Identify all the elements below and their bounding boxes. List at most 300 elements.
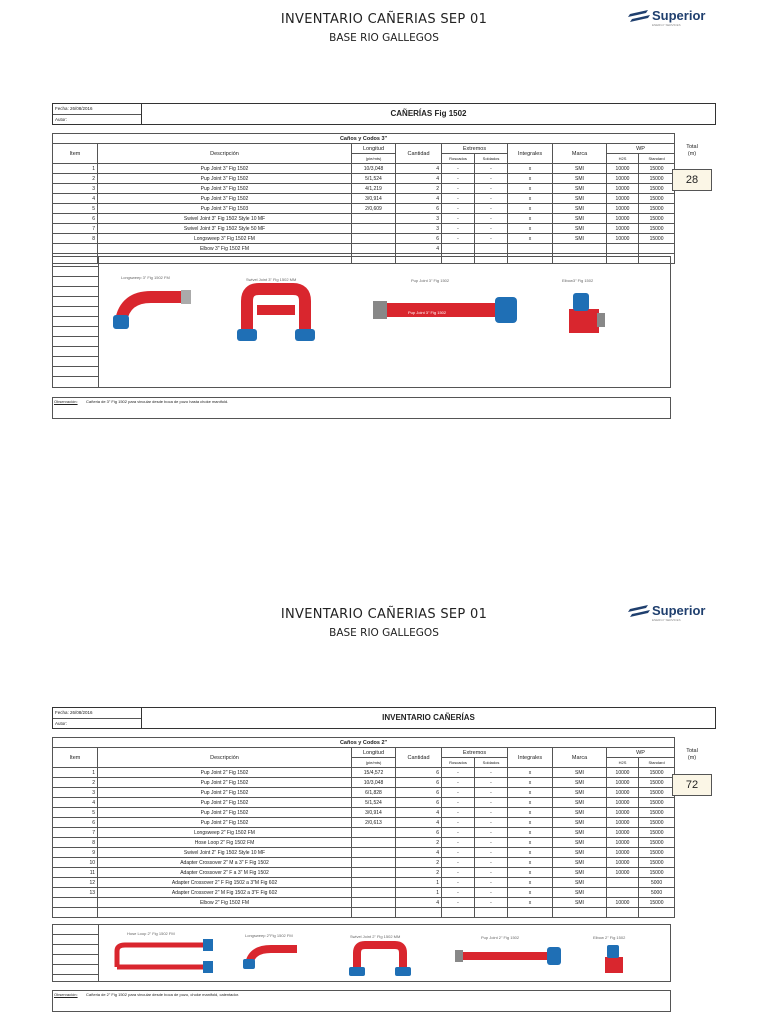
cell-item: 2	[53, 174, 98, 184]
table-row	[53, 898, 715, 908]
cell-desc: Adapter Crossover 2" F Fig 1502 a 3"M Fig 602	[98, 878, 352, 888]
cell-std: 15000	[639, 868, 675, 878]
cell-item	[53, 898, 98, 908]
cell-item	[53, 244, 98, 254]
cell-cant: 2	[396, 868, 442, 878]
observation-box	[52, 990, 671, 1012]
cell-item: 1	[53, 164, 98, 174]
pup-joint-image	[373, 293, 523, 327]
cell-desc: Longsweep 3" Fig 1502 FM	[98, 234, 352, 244]
cell-desc: Pup Joint 3" Fig 1502	[98, 194, 352, 204]
col-h2s: H2S	[607, 154, 639, 164]
cell-ros: -	[442, 898, 475, 908]
cell-sol: -	[475, 858, 508, 868]
inventory-table	[52, 737, 715, 918]
inventory-table	[52, 133, 715, 264]
cell-marca: SMI	[553, 838, 607, 848]
cell-desc: Adapter Crossover 2" F a 3" M Fig 1502	[98, 868, 352, 878]
photo-panel	[52, 256, 671, 388]
cell-marca: SMI	[553, 234, 607, 244]
col-h2s: H2S	[607, 758, 639, 768]
cell-cant: 3	[396, 224, 442, 234]
swivel-joint-image	[345, 941, 415, 977]
cell-sol: -	[475, 838, 508, 848]
cell-cant: 6	[396, 798, 442, 808]
cell-std: 15000	[639, 164, 675, 174]
cell-item: 7	[53, 828, 98, 838]
cell-h2s: 10000	[607, 858, 639, 868]
fecha-label: Fecha: 26/08/2016	[53, 708, 141, 719]
cell-h2s: 10000	[607, 204, 639, 214]
cell-marca: SMI	[553, 778, 607, 788]
cell-item: 12	[53, 878, 98, 888]
cell-int: x	[508, 888, 553, 898]
cell-cant: 6	[396, 204, 442, 214]
total-header	[673, 144, 711, 158]
cell-cant: 4	[396, 244, 442, 254]
table-row	[53, 788, 715, 798]
cell-cant: 4	[396, 818, 442, 828]
cell-sol: -	[475, 888, 508, 898]
sheet-subtitle: BASE RIO GALLEGOS	[329, 32, 439, 44]
cell-h2s: 10000	[607, 898, 639, 908]
cell-h2s: 10000	[607, 848, 639, 858]
cell-ros: -	[442, 868, 475, 878]
cell-item: 13	[53, 888, 98, 898]
cell-std: 15000	[639, 798, 675, 808]
cell-long: 5/1,524	[352, 174, 396, 184]
fecha-label: Fecha: 26/08/2016	[53, 104, 141, 115]
cell-long: 15/4,572	[352, 768, 396, 778]
cell-int: x	[508, 164, 553, 174]
cell-int: x	[508, 778, 553, 788]
cell-cant: 2	[396, 838, 442, 848]
total-header	[673, 748, 711, 762]
col-longitud-unit: (pie/mts)	[352, 154, 396, 164]
cell-item: 10	[53, 858, 98, 868]
cell-h2s: 10000	[607, 224, 639, 234]
col-roscados: Roscados	[442, 758, 475, 768]
cell-long: 2/0,609	[352, 204, 396, 214]
cell-std: 15000	[639, 768, 675, 778]
cell-long: 3/0,914	[352, 194, 396, 204]
cell-h2s: 10000	[607, 808, 639, 818]
brand-tagline: ENERGY SERVICES	[652, 618, 681, 622]
cell-std: 15000	[639, 778, 675, 788]
cell-cant: 6	[396, 768, 442, 778]
cell-marca: SMI	[553, 868, 607, 878]
sheet-subtitle: BASE RIO GALLEGOS	[329, 627, 439, 639]
table-row	[53, 244, 715, 254]
cell-sol: -	[475, 224, 508, 234]
table-row	[53, 184, 715, 194]
cell-desc: Pup Joint 2" Fig 1502	[98, 798, 352, 808]
cell-long	[352, 878, 396, 888]
col-item: Item	[53, 144, 98, 164]
col-longitud: Longitud	[352, 144, 396, 154]
cell-int: x	[508, 224, 553, 234]
cell-cant: 2	[396, 858, 442, 868]
table-row	[53, 808, 715, 818]
observation-text: Cañeria de 2" Fig 1502 para vincular desde boca de pozo, choke manifold, calentador.	[86, 992, 240, 997]
cell-h2s	[607, 888, 639, 898]
elbow-image	[561, 287, 607, 339]
pup-joint-label: Pup Joint 3" Fig 1502	[408, 310, 447, 315]
total-label: Total	[686, 144, 698, 150]
cell-cant: 4	[396, 808, 442, 818]
observation-text: Cañeria de 3" Fig 1502 para vincular desde boca de pozo hasta choke manifold.	[86, 399, 229, 404]
cell-sol: -	[475, 788, 508, 798]
cell-std	[639, 244, 675, 254]
cell-desc: Pup Joint 2" Fig 1502	[98, 778, 352, 788]
cell-item: 11	[53, 868, 98, 878]
cell-int: x	[508, 838, 553, 848]
col-descripcion: Descripción	[98, 748, 352, 768]
cell-cant: 4	[396, 898, 442, 908]
header-box	[52, 103, 716, 125]
col-roscados: Roscados	[442, 154, 475, 164]
cell-h2s: 10000	[607, 768, 639, 778]
cell-std: 15000	[639, 184, 675, 194]
col-integrales: Integrales	[508, 748, 553, 768]
cell-cant: 6	[396, 234, 442, 244]
cell-std: 5000	[639, 878, 675, 888]
cell-int: x	[508, 214, 553, 224]
longsweep-image	[111, 283, 195, 335]
cell-std: 15000	[639, 858, 675, 868]
cell-desc: Elbow 3" Fig 1502 FM	[98, 244, 352, 254]
table-row	[53, 234, 715, 244]
cell-long	[352, 858, 396, 868]
cell-ros: -	[442, 848, 475, 858]
cell-item: 4	[53, 798, 98, 808]
photo-caption: Pup Joint 2" Fig 1502	[481, 935, 520, 940]
total-value: 72	[672, 774, 712, 796]
total-unit: (m)	[687, 755, 697, 761]
photo-caption: Elbow3" Fig 1502	[562, 278, 594, 283]
brand-name: Superior	[652, 603, 706, 618]
cell-cant: 6	[396, 828, 442, 838]
cell-item: 9	[53, 848, 98, 858]
cell-marca	[553, 244, 607, 254]
cell-cant: 4	[396, 194, 442, 204]
cell-long	[352, 888, 396, 898]
cell-marca: SMI	[553, 204, 607, 214]
hose-loop-image	[107, 939, 217, 973]
cell-long: 5/1,524	[352, 798, 396, 808]
col-wp: WP	[607, 144, 675, 154]
cell-item: 3	[53, 788, 98, 798]
cell-item: 4	[53, 194, 98, 204]
cell-long	[352, 898, 396, 908]
header-title: INVENTARIO CAÑERÍAS	[382, 713, 475, 722]
cell-int: x	[508, 184, 553, 194]
cell-item: 8	[53, 838, 98, 848]
col-marca: Marca	[553, 748, 607, 768]
cell-std: 15000	[639, 204, 675, 214]
cell-std: 15000	[639, 234, 675, 244]
cell-ros: -	[442, 788, 475, 798]
photo-caption: Swivel Joint 2" Fig 1502 MM	[350, 934, 401, 939]
cell-marca: SMI	[553, 174, 607, 184]
cell-int	[508, 244, 553, 254]
cell-long	[352, 244, 396, 254]
brand-tagline: ENERGY SERVICES	[652, 23, 681, 27]
cell-long: 4/1,219	[352, 184, 396, 194]
cell-cant: 4	[396, 164, 442, 174]
table-row	[53, 778, 715, 788]
cell-std: 15000	[639, 224, 675, 234]
cell-marca: SMI	[553, 194, 607, 204]
cell-desc: Pup Joint 3" Fig 1502	[98, 164, 352, 174]
autor-label: Autor:	[55, 116, 68, 122]
observation-box	[52, 397, 671, 419]
cell-ros: -	[442, 214, 475, 224]
brand-logo	[628, 8, 718, 30]
cell-int: x	[508, 174, 553, 184]
cell-ros: -	[442, 224, 475, 234]
col-standard: Standard	[639, 154, 675, 164]
cell-h2s: 10000	[607, 788, 639, 798]
cell-h2s: 10000	[607, 214, 639, 224]
cell-ros: -	[442, 778, 475, 788]
cell-sol: -	[475, 848, 508, 858]
sheet-title: INVENTARIO CAÑERIAS SEP 01	[280, 607, 488, 622]
table-row	[53, 224, 715, 234]
cell-ros: -	[442, 768, 475, 778]
table-row	[53, 768, 715, 778]
cell-desc: Pup Joint 2" Fig 1502	[98, 788, 352, 798]
col-cantidad: Cantidad	[396, 748, 442, 768]
observation-label: Observación:	[54, 992, 78, 997]
cell-std: 15000	[639, 838, 675, 848]
table-row	[53, 174, 715, 184]
photo-caption: Pup Joint 3" Fig 1502	[411, 278, 450, 283]
brand-name: Superior	[652, 8, 706, 23]
cell-h2s: 10000	[607, 194, 639, 204]
cell-desc: Swivel Joint 3" Fig 1502 Style 50 MF	[98, 224, 352, 234]
cell-std: 5000	[639, 888, 675, 898]
cell-item: 1	[53, 768, 98, 778]
cell-ros: -	[442, 878, 475, 888]
cell-cant: 1	[396, 878, 442, 888]
total-value: 28	[672, 169, 712, 191]
table-row	[53, 214, 715, 224]
cell-int: x	[508, 848, 553, 858]
cell-sol: -	[475, 194, 508, 204]
cell-long: 10/3,048	[352, 778, 396, 788]
cell-int: x	[508, 204, 553, 214]
cell-marca: SMI	[553, 224, 607, 234]
cell-sol: -	[475, 164, 508, 174]
cell-int: x	[508, 768, 553, 778]
col-item: Item	[53, 748, 98, 768]
cell-h2s: 10000	[607, 174, 639, 184]
cell-ros: -	[442, 798, 475, 808]
cell-sol: -	[475, 778, 508, 788]
cell-cant: 6	[396, 788, 442, 798]
table-row	[53, 838, 715, 848]
cell-sol: -	[475, 184, 508, 194]
pup-joint-image	[455, 945, 565, 967]
photo-caption: Longsweep 3" Fig 1502 FM	[121, 275, 170, 280]
cell-long	[352, 234, 396, 244]
sheet-title: INVENTARIO CAÑERIAS SEP 01	[280, 12, 488, 27]
cell-int: x	[508, 818, 553, 828]
cell-long: 6/1,828	[352, 788, 396, 798]
cell-sol: -	[475, 878, 508, 888]
cell-long	[352, 214, 396, 224]
cell-item: 6	[53, 818, 98, 828]
cell-long	[352, 224, 396, 234]
col-extremos: Extremos	[442, 144, 508, 154]
cell-sol: -	[475, 868, 508, 878]
cell-item: 6	[53, 214, 98, 224]
cell-item: 5	[53, 808, 98, 818]
cell-marca: SMI	[553, 184, 607, 194]
cell-ros: -	[442, 194, 475, 204]
cell-int: x	[508, 898, 553, 908]
cell-item: 8	[53, 234, 98, 244]
cell-desc: Pup Joint 3" Fig 1502	[98, 184, 352, 194]
cell-ros: -	[442, 828, 475, 838]
cell-std: 15000	[639, 174, 675, 184]
elbow-image	[599, 943, 629, 977]
cell-cant: 3	[396, 214, 442, 224]
col-standard: Standard	[639, 758, 675, 768]
table-row	[53, 868, 715, 878]
header-box	[52, 707, 716, 729]
cell-cant: 4	[396, 174, 442, 184]
photo-panel	[52, 924, 671, 982]
cell-h2s: 10000	[607, 818, 639, 828]
cell-marca: SMI	[553, 848, 607, 858]
cell-item: 3	[53, 184, 98, 194]
cell-std: 15000	[639, 818, 675, 828]
cell-sol: -	[475, 898, 508, 908]
cell-sol: -	[475, 768, 508, 778]
col-soldados: Soldados	[475, 154, 508, 164]
sheet-2	[0, 595, 768, 1024]
cell-cant: 2	[396, 184, 442, 194]
cell-int: x	[508, 194, 553, 204]
cell-h2s: 10000	[607, 778, 639, 788]
swivel-joint-image	[233, 283, 319, 345]
cell-desc: Pup Joint 2" Fig 1502	[98, 768, 352, 778]
cell-ros: -	[442, 204, 475, 214]
cell-long	[352, 838, 396, 848]
cell-item: 7	[53, 224, 98, 234]
cell-sol: -	[475, 828, 508, 838]
cell-sol: -	[475, 798, 508, 808]
group-title: Caños y Codos 3"	[53, 134, 675, 144]
table-row	[53, 798, 715, 808]
cell-h2s	[607, 878, 639, 888]
photo-caption: Swivel Joint 3" Fig 1502 MM	[246, 277, 297, 282]
cell-h2s: 10000	[607, 868, 639, 878]
cell-desc: Pup Joint 3" Fig 1503	[98, 204, 352, 214]
group-title: Caños y Codos 2"	[53, 738, 675, 748]
cell-h2s: 10000	[607, 838, 639, 848]
cell-std: 15000	[639, 848, 675, 858]
total-unit: (m)	[687, 151, 697, 157]
table-row	[53, 204, 715, 214]
autor-label: Autor:	[55, 720, 68, 726]
cell-desc: Swivel Joint 2" Fig 1502 Style 10 MF	[98, 848, 352, 858]
col-marca: Marca	[553, 144, 607, 164]
cell-sol: -	[475, 808, 508, 818]
cell-long	[352, 868, 396, 878]
cell-marca: SMI	[553, 798, 607, 808]
cell-marca: SMI	[553, 818, 607, 828]
observation-label: Observación:	[54, 399, 78, 404]
cell-ros: -	[442, 858, 475, 868]
cell-ros: -	[442, 234, 475, 244]
cell-desc: Elbow 2" Fig 1502 FM	[98, 898, 352, 908]
table-row	[53, 858, 715, 868]
cell-item: 2	[53, 778, 98, 788]
cell-desc: Adapter Crossover 2" M Fig 1502 a 3"F Fig 602	[98, 888, 352, 898]
cell-desc: Longsweep 2" Fig 1502 FM	[98, 828, 352, 838]
cell-sol: -	[475, 818, 508, 828]
table-row	[53, 164, 715, 174]
table-row	[53, 818, 715, 828]
cell-long	[352, 828, 396, 838]
cell-ros	[442, 244, 475, 254]
cell-marca: SMI	[553, 214, 607, 224]
photo-caption: Hose Loop 2" Fig 1502 FM	[127, 931, 175, 936]
cell-desc: Hose Loop 2" Fig 1502 FM	[98, 838, 352, 848]
cell-std: 15000	[639, 828, 675, 838]
cell-std: 15000	[639, 898, 675, 908]
cell-h2s: 10000	[607, 828, 639, 838]
cell-int: x	[508, 788, 553, 798]
cell-sol: -	[475, 234, 508, 244]
cell-ros: -	[442, 174, 475, 184]
cell-cant: 6	[396, 778, 442, 788]
cell-std: 15000	[639, 808, 675, 818]
cell-desc: Pup Joint 3" Fig 1502	[98, 174, 352, 184]
cell-int: x	[508, 878, 553, 888]
table-row	[53, 878, 715, 888]
cell-long: 3/0,914	[352, 808, 396, 818]
cell-h2s: 10000	[607, 184, 639, 194]
cell-marca: SMI	[553, 858, 607, 868]
col-integrales: Integrales	[508, 144, 553, 164]
cell-long	[352, 848, 396, 858]
cell-marca: SMI	[553, 808, 607, 818]
cell-long: 2/0,613	[352, 818, 396, 828]
cell-ros: -	[442, 818, 475, 828]
logo-mark-icon	[628, 605, 650, 617]
cell-sol: -	[475, 214, 508, 224]
table-row	[53, 888, 715, 898]
cell-int: x	[508, 234, 553, 244]
cell-ros: -	[442, 888, 475, 898]
table-row	[53, 194, 715, 204]
photo-caption: Longsweep 2"Fig 1502 FM	[245, 933, 293, 938]
cell-marca: SMI	[553, 878, 607, 888]
cell-cant: 4	[396, 848, 442, 858]
col-extremos: Extremos	[442, 748, 508, 758]
cell-marca: SMI	[553, 828, 607, 838]
table-row	[53, 828, 715, 838]
cell-int: x	[508, 798, 553, 808]
cell-int: x	[508, 858, 553, 868]
cell-int: x	[508, 808, 553, 818]
cell-sol: -	[475, 174, 508, 184]
cell-ros: -	[442, 808, 475, 818]
